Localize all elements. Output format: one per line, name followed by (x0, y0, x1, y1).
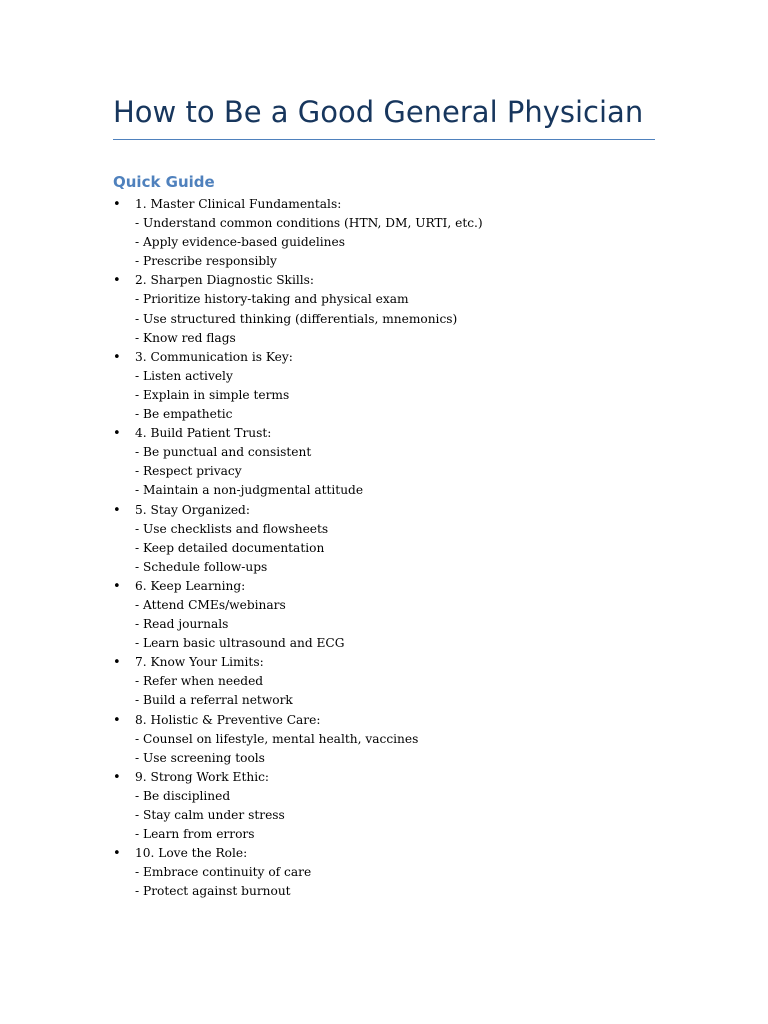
list-item (113, 768, 673, 844)
list-item (113, 271, 673, 347)
list-item-point: - Protect against burnout (135, 884, 291, 899)
list-item-point: - Keep detailed documentation (135, 540, 325, 555)
list-item-heading: 7. Know Your Limits: (135, 655, 264, 670)
list-item-point: - Read journals (135, 617, 229, 632)
bullet-icon: • (113, 197, 121, 212)
list-item-point: - Prescribe responsibly (135, 254, 277, 269)
list-item (113, 195, 673, 271)
list-item (113, 844, 673, 901)
document-title: How to Be a Good General Physician (113, 95, 644, 129)
list-item (113, 348, 673, 424)
list-item-point: - Learn from errors (135, 827, 255, 842)
list-item-point: - Be empathetic (135, 407, 233, 422)
list-item-heading: 1. Master Clinical Fundamentals: (135, 197, 342, 211)
list-item-point: - Learn basic ultrasound and ECG (135, 636, 345, 651)
bullet-icon: • (113, 846, 121, 862)
guide-list (113, 195, 673, 901)
list-item-point: - Use structured thinking (differentials, mnemonics) (135, 311, 458, 326)
list-item-point: - Refer when needed (135, 674, 264, 689)
list-item-point: - Embrace continuity of care (135, 865, 312, 880)
bullet-icon: • (113, 502, 121, 518)
bullet-icon: • (113, 273, 121, 289)
list-item-point: - Use screening tools (135, 750, 265, 765)
title-underline (113, 139, 655, 140)
bullet-icon: • (113, 578, 121, 594)
list-item-point: - Build a referral network (135, 693, 293, 708)
bullet-icon: • (113, 769, 121, 785)
list-item-heading: 4. Build Patient Trust: (135, 426, 272, 441)
bullet-icon: • (113, 712, 121, 728)
list-item-point: - Attend CMEs/webinars (135, 597, 286, 612)
bullet-icon: • (113, 349, 121, 365)
list-item-heading: 8. Holistic & Preventive Care: (135, 712, 321, 727)
list-item-point: - Maintain a non-judgmental attitude (135, 483, 364, 498)
list-item-point: - Know red flags (135, 330, 236, 345)
list-item (113, 501, 673, 577)
bullet-icon: • (113, 426, 121, 442)
list-item (113, 577, 673, 653)
list-item-point: - Understand common conditions (HTN, DM, URTI, etc.) (135, 216, 483, 231)
bullet-icon: • (113, 655, 121, 671)
list-item-heading: 3. Communication is Key: (135, 349, 293, 364)
list-item-heading: 6. Keep Learning: (135, 578, 246, 593)
list-item-heading: 9. Strong Work Ethic: (135, 769, 270, 784)
list-item-point: - Prioritize history-taking and physical exam (135, 292, 409, 307)
list-item-point: - Stay calm under stress (135, 808, 285, 822)
list-item-point: - Be disciplined (135, 788, 231, 803)
list-item-point: - Listen actively (135, 368, 233, 383)
list-item-point: - Respect privacy (135, 464, 242, 479)
section-heading: Quick Guide (113, 173, 215, 191)
list-item (113, 424, 673, 500)
list-item-heading: 5. Stay Organized: (135, 502, 250, 517)
list-item-heading: 10. Love the Role: (135, 846, 248, 861)
list-item-point: - Schedule follow-ups (135, 559, 268, 574)
list-item-heading: 2. Sharpen Diagnostic Skills: (135, 273, 314, 288)
list-item (113, 711, 673, 768)
list-item (113, 653, 673, 710)
list-item-point: - Counsel on lifestyle, mental health, vaccines (135, 731, 419, 746)
list-item-point: - Be punctual and consistent (135, 445, 312, 460)
list-item-point: - Use checklists and flowsheets (135, 521, 329, 536)
list-item-point: - Apply evidence-based guidelines (135, 235, 345, 250)
list-item-point: - Explain in simple terms (135, 387, 290, 402)
